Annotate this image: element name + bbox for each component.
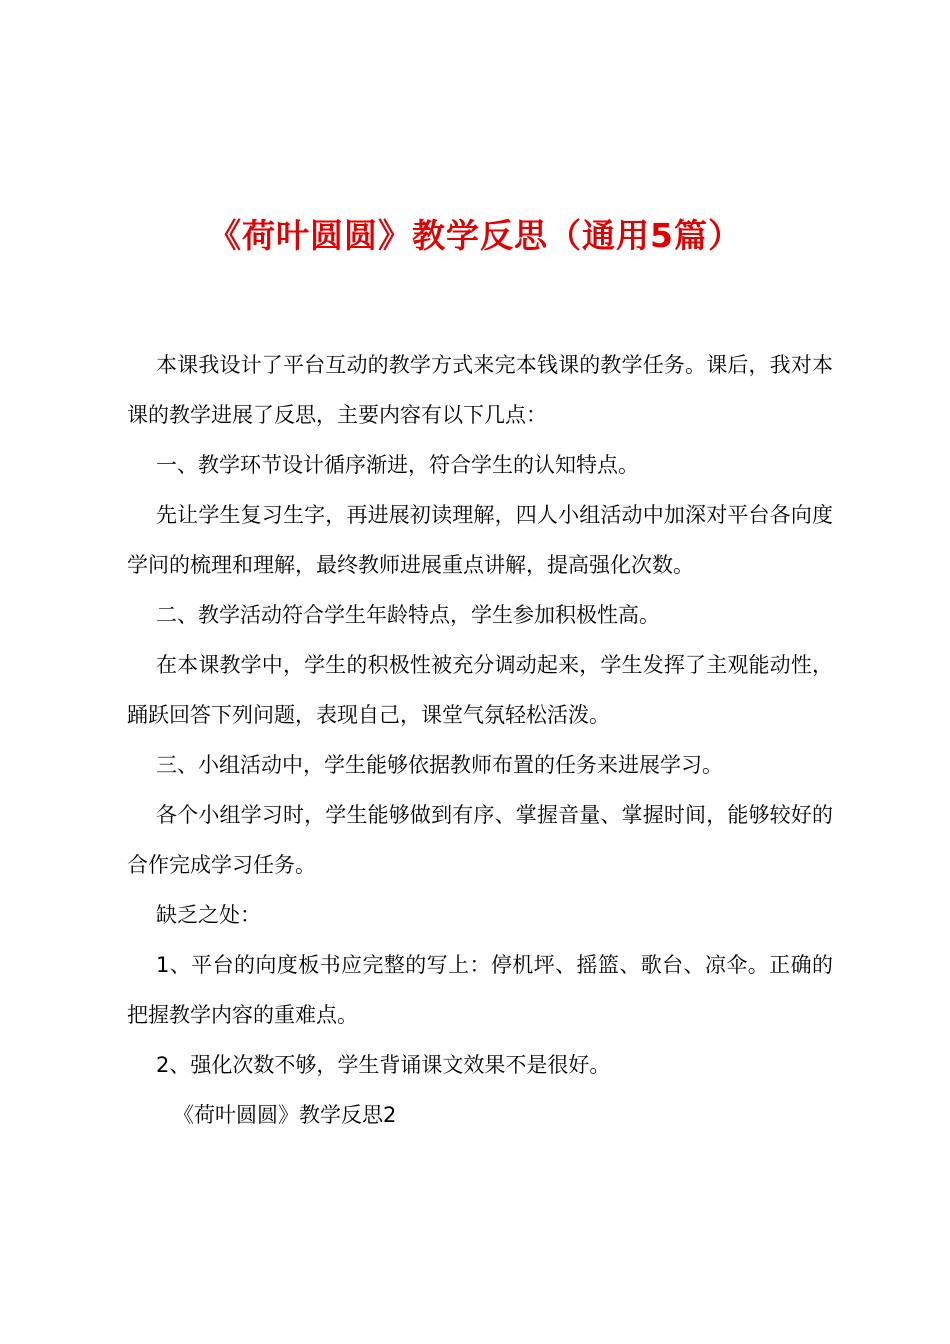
document-body xyxy=(127,340,833,1140)
paragraph-intro: 本课我设计了平台互动的教学方式来完本钱课的教学任务。课后，我对本课的教学进展了反思，主要内容有以下几点： xyxy=(127,353,833,427)
paragraph-point-2-detail: 在本课教学中，学生的积极性被充分调动起来，学生发挥了主观能动性，踊跃回答下列问题，表现自己，课堂气氛轻松活泼。 xyxy=(127,653,833,727)
paragraph-point-3-heading: 三、小组活动中，学生能够依据教师布置的任务来进展学习。 xyxy=(156,753,723,777)
paragraph-point-3-detail: 各个小组学习时，学生能够做到有序、掌握音量、掌握时间，能够较好的合作完成学习任务。 xyxy=(127,803,833,877)
section-2-heading: 《荷叶圆圆》教学反思2 xyxy=(173,1103,397,1127)
paragraph-point-1-heading: 一、教学环节设计循序渐进，符合学生的认知特点。 xyxy=(156,453,639,477)
document-title: 《荷叶圆圆》教学反思（通用5篇） xyxy=(208,216,742,255)
paragraph-shortcomings-heading: 缺乏之处： xyxy=(156,903,261,927)
paragraph-shortcoming-2: 2、强化次数不够，学生背诵课文效果不是很好。 xyxy=(156,1053,611,1077)
paragraph-shortcoming-1: 1、平台的向度板书应完整的写上：停机坪、摇篮、歌台、凉伞。正确的把握教学内容的重难点。 xyxy=(127,953,833,1027)
paragraph-point-2-heading: 二、教学活动符合学生年龄特点，学生参加积极性高。 xyxy=(156,603,660,627)
paragraph-point-1-detail: 先让学生复习生字，再进展初读理解，四人小组活动中加深对平台各向度学问的梳理和理解，最终教师进展重点讲解，提高强化次数。 xyxy=(127,503,833,577)
